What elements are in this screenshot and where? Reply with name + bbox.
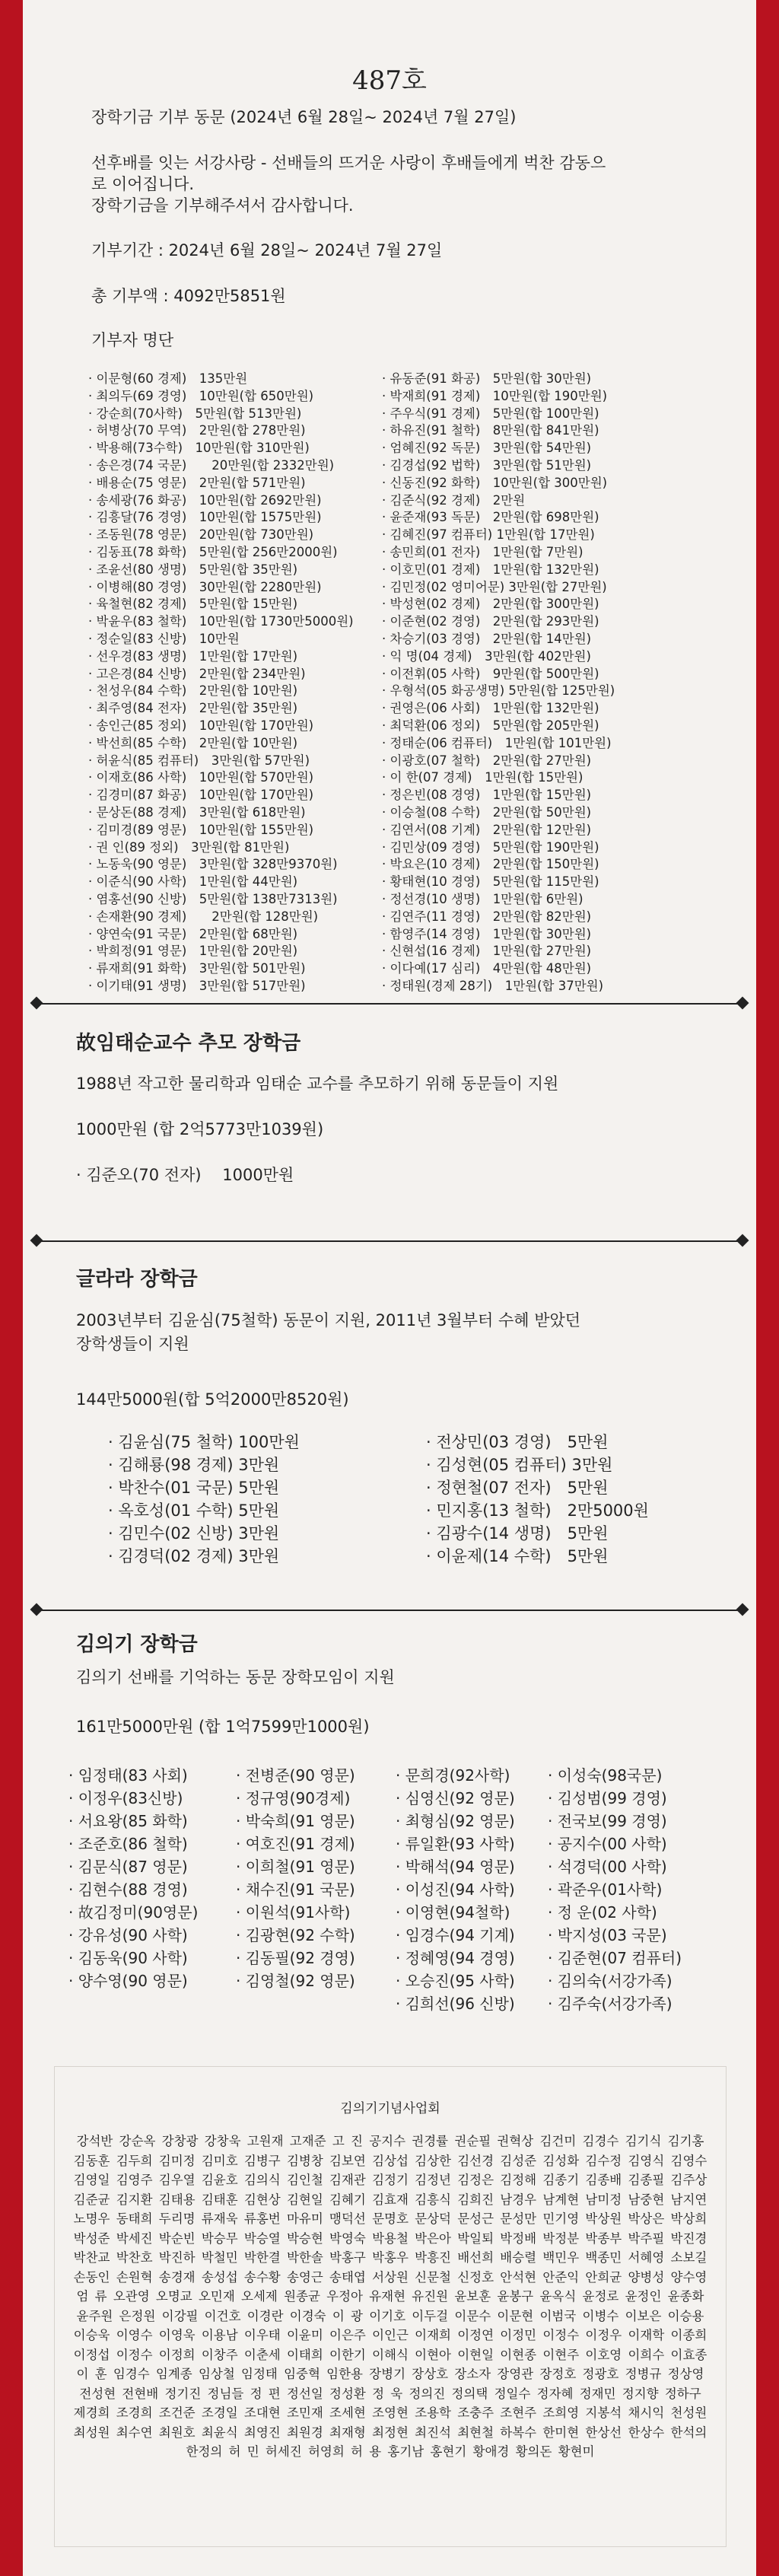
donor-item: · 윤준재(93 독문) 2만원(합 698만원) <box>382 510 599 525</box>
donor-item: · 김경덕(02 경제) 3만원 <box>108 1547 280 1565</box>
donor-item: · 김미경(89 영문) 10만원(합 155만원) <box>88 822 314 837</box>
section-total-kim: 161만5000만원 (합 1억7599만1000원) <box>76 1718 370 1736</box>
donor-item: · 김준식(92 경제) 2만원 <box>382 492 526 508</box>
donor-item: · 김광현(92 수학) <box>236 1926 355 1944</box>
memorial-society-names: 강석반 강순옥 강창광 강창욱 고원재 고재준 고 진 공지수 권경률 권순필 권혁상 김건미 김경수 김기식 김기홍 김동훈 김두희 김미정 김미호 김병구 김병창 김보연 김상섭 김상한 김선경 김성준 김성화 김수정 김영식 김영수 김영일 김영주 김우열 김윤호 김의식 김인철 김재관 김정기 김정년 김정은 김정해 김종기 김종배 김종필 김주상 김준균 김지환 김태용 김태훈 김현상 김현일 김혜기 김효재 김흥식 김희진 남경우 남계현 남미정 남중현 남지연 노명우 동태희 두리명 류재욱 류홍번 마유미 맹덕선 문명호 문상덕 문성근 문성만 민기영 박상원 박상은 박상희 박성준 박세진 박순빈 박승무 박승열 박승현 박영숙 박용철 박은아 박일퇴 박정배 박정분 박종부 박주필 박진경 박찬교 박찬호 박진하 박철민 박한결 박한솔 박홍구 박홍우 박흥진 배선희 배승렬 백민우 백종민 서혜영 소보길 손동인 손원혁 송경재 송성섭 송수황 송영근 송태엽 서상원 신문철 신정호 안석현 안준익 안희균 양병성 양수영 엄 류 오관영 오명교 오민재 오세제 원종균 우정아 유재현 유진원 윤보훈 윤봉구 윤옥식 윤정로 윤정인 윤종화 윤주원 은정원 이강필 이건호 이경란 이경숙 이 광 이기호 이두걸 이문수 이문현 이범국 이병수 이보은 이승용 이승욱 이영수 이영욱 이용남 이우태 이윤미 이은주 이인근 이재희 이정연 이정민 이정수 이정우 이재학 이종희 이정섭 이정수 이정희 이창주 이춘세 이태희 이한기 이해식 이현아 이현일 이현종 이현주 이호영 이희수 이효종 이 훈 임경수 임계종 임상철 임정태 임중혁 임한용 장병기 장상호 장소자 장영관 장정호 정광호 정병규 정상영 전성현 전현배 정기진 정님들 정 편 정선일 정성환 정 욱 정의진 정의택 정일수 정자혜 정재민 정지향 정하구 제경희 조경희 조건준 조경일 조대현 조민재 조세현 조영현 조용학 조충주 조현주 조희영 지봉석 채시익 천성원 최성원 최수연 최원호 최윤식 최영진 최원경 최재형 최정현 최진석 최현철 하복수 한미현 한상선 한상수 한석의 한정의 허 민 허세진 허영희 허 용 홍기남 홍현기 황애경 황의돈 황현미 <box>73 2134 707 2459</box>
donor-item: · 조윤선(80 생명) 5만원(합 35만원) <box>88 562 298 577</box>
donor-item: · 민지홍(13 철학) 2만5000원 <box>426 1501 649 1520</box>
donor-item: · 정은빈(08 경영) 1만원(합 15만원) <box>382 788 592 803</box>
memorial-society-box <box>54 2066 727 2547</box>
donor-item: · 하유진(91 철학) 8만원(합 841만원) <box>382 423 599 438</box>
donor-item: · 이호민(01 경제) 1만원(합 132만원) <box>382 562 599 577</box>
donor-list-title: 기부자 명단 <box>91 331 174 349</box>
donor-item: · 최의두(69 경영) 10만원(합 650만원) <box>88 388 314 403</box>
donor-item: · 서요왕(85 화학) <box>68 1812 188 1830</box>
donor-item: · 송세광(76 화공) 10만원(합 2692만원) <box>88 492 322 508</box>
donor-item: · 김경미(87 화공) 10만원(합 170만원) <box>88 788 314 803</box>
donor-item: · 신동진(92 화학) 10만원(합 300만원) <box>382 475 608 490</box>
donor-item: · 김혜진(97 컴퓨터) 1만원(합 17만원) <box>382 527 595 543</box>
donor-item: · 김문식(87 영문) <box>68 1858 188 1876</box>
donor-item: · 심영신(92 영문) <box>396 1789 515 1807</box>
donor-item: · 이문형(60 경제) 135만원 <box>88 371 248 386</box>
donor-item: · 박재희(91 경제) 10만원(합 190만원) <box>382 388 608 403</box>
section-divider <box>37 1003 742 1005</box>
donor-item: · 김성현(05 컴퓨터) 3만원 <box>426 1456 613 1474</box>
donor-item: · 이전휘(05 사학) 9만원(합 500만원) <box>382 666 599 681</box>
donor-item: · 우형석(05 화공생명) 5만원(합 125만원) <box>382 683 615 699</box>
donor-item: · 이병해(80 경영) 30만원(합 2280만원) <box>88 579 322 594</box>
donor-item: · 박희정(91 영문) 1만원(합 20만원) <box>88 944 298 959</box>
section-title-clara: 글라라 장학금 <box>76 1268 198 1291</box>
donor-item: · 함영주(14 경영) 1만원(합 30만원) <box>382 926 592 941</box>
donor-item: · 김현수(88 경영) <box>68 1880 188 1899</box>
donor-item: · 김광수(14 생명) 5만원 <box>426 1524 609 1543</box>
donor-item: · 이 한(07 경제) 1만원(합 15만원) <box>382 770 583 785</box>
donor-item: · 김민상(09 경영) 5만원(합 190만원) <box>382 839 599 855</box>
donor-item: · 전병준(90 영문) <box>236 1766 355 1785</box>
kim-donors-col3 <box>396 1764 515 2015</box>
donor-item: · 정태순(06 컴퓨터) 1만원(합 101만원) <box>382 735 612 750</box>
donor-item: · 김민정(02 영미어문) 3만원(합 27만원) <box>382 579 607 594</box>
donor-item: · 정태원(경제 28기) 1만원(합 37만원) <box>382 978 604 993</box>
donor-item: · 김연서(08 기계) 2만원(합 12만원) <box>382 822 592 837</box>
donor-item: · 이재호(86 사학) 10만원(합 570만원) <box>88 770 314 785</box>
donor-item: · 황태현(10 경영) 5만원(합 115만원) <box>382 874 599 890</box>
donor-item: · 류일환(93 사학) <box>396 1835 515 1853</box>
section-title-kim: 김의기 장학금 <box>76 1633 198 1656</box>
donor-item: · 허윤식(85 컴퓨터) 3만원(합 57만원) <box>88 753 310 768</box>
section-total-lim: 1000만원 (합 2억5773만1039원) <box>76 1120 324 1138</box>
donor-item: · 강순희(70사학) 5만원(합 513만원) <box>88 406 302 421</box>
donor-item: · 박숙희(91 영문) <box>236 1812 355 1830</box>
intro-text <box>91 152 606 216</box>
donation-total: 총 기부액 : 4092만5851원 <box>91 287 286 305</box>
donor-item: · 박지성(03 국문) <box>548 1926 667 1944</box>
donor-item: · 박선희(85 수학) 2만원(합 10만원) <box>88 735 298 750</box>
donor-item: · 손재환(90 경제) 2만원(합 128만원) <box>88 909 319 924</box>
donor-item: · 故김정미(90영문) <box>68 1903 199 1922</box>
intro-line: 선후배를 잇는 서강사랑 - 선배들의 뜨거운 사랑이 후배들에게 벅찬 감동으 <box>91 154 606 172</box>
donor-item: · 정 운(02 사학) <box>548 1903 657 1922</box>
donor-item: · 김성범(99 경영) <box>548 1789 667 1807</box>
donor-item: · 김희선(96 신방) <box>396 1995 515 2013</box>
donor-item: · 강유성(90 사학) <box>68 1926 188 1944</box>
donor-item: · 유동준(91 화공) 5만원(합 30만원) <box>382 371 592 386</box>
section-heading: 장학기금 기부 동문 (2024년 6월 28일~ 2024년 7월 27일) <box>91 108 517 126</box>
donor-item: · 여호진(91 경제) <box>236 1835 355 1853</box>
desc-line: 장학생들이 지원 <box>76 1335 189 1353</box>
donor-item: · 김준현(07 컴퓨터) <box>548 1949 682 1967</box>
donor-item: · 김윤심(75 철학) 100만원 <box>108 1433 300 1451</box>
section-desc-clara <box>76 1309 580 1356</box>
donor-item: · 정선경(10 생명) 1만원(합 6만원) <box>382 891 583 906</box>
donor-item: · 배용순(75 영문) 2만원(합 571만원) <box>88 475 306 490</box>
donor-item: · 김영철(92 영문) <box>236 1972 355 1990</box>
donor-list-left <box>88 371 354 995</box>
donor-item: · 박해석(94 영문) <box>396 1858 515 1876</box>
donor-item: · 이준식(90 사학) 1만원(합 44만원) <box>88 874 298 890</box>
kim-donors-col2 <box>236 1764 355 1992</box>
donor-item: · 신현섭(16 경제) 1만원(합 27만원) <box>382 944 592 959</box>
donor-item: · 정현철(07 전자) 5만원 <box>426 1479 609 1497</box>
donor-item: · 박요은(10 경제) 2만원(합 150만원) <box>382 857 599 872</box>
donor-item: · 김해룡(98 경제) 3만원 <box>108 1456 280 1474</box>
donor-item: · 염홍선(90 신방) 5만원(합 138만7313원) <box>88 891 338 906</box>
issue-number: 487호 <box>352 65 427 96</box>
donor-item: · 박용해(73수학) 10만원(합 310만원) <box>88 441 310 456</box>
donor-item: · 김연주(11 경영) 2만원(합 82만원) <box>382 909 592 924</box>
donor-item: · 김주숙(서강가족) <box>548 1995 672 2013</box>
donor-item: · 김민수(02 신방) 3만원 <box>108 1524 280 1543</box>
donor-item: · 박성현(02 경제) 2만원(합 300만원) <box>382 597 599 612</box>
donor-item: · 차승기(03 경영) 2만원(합 14만원) <box>382 631 592 646</box>
donor-item: · 주우식(91 경제) 5만원(합 100만원) <box>382 406 599 421</box>
section-total-clara: 144만5000원(합 5억2000만8520원) <box>76 1390 349 1409</box>
donor-item: · 박찬수(01 국문) 5만원 <box>108 1479 280 1497</box>
section-desc-kim: 김의기 선배를 기억하는 동문 장학모임이 지원 <box>76 1668 395 1686</box>
donation-period: 기부기간 : 2024년 6월 28일~ 2024년 7월 27일 <box>91 241 443 260</box>
donor-item: · 박윤우(83 철학) 10만원(합 1730만5000원) <box>88 614 354 629</box>
donor-item: · 이성숙(98국문) <box>548 1766 663 1785</box>
memorial-society-title: 김의기기념사업회 <box>340 2101 440 2116</box>
donor-item: · 석경덕(00 사학) <box>548 1858 667 1876</box>
donor-item: · 김준오(70 전자) 1000만원 <box>76 1166 294 1184</box>
donor-item: · 천성우(84 수학) 2만원(합 10만원) <box>88 683 298 699</box>
intro-line: 로 이어집니다. <box>91 175 195 193</box>
donor-item: · 양연숙(91 국문) 2만원(합 68만원) <box>88 926 298 941</box>
donor-item: · 이기태(91 생명) 3만원(합 517만원) <box>88 978 306 993</box>
donor-item: · 이다예(17 심리) 4만원(합 48만원) <box>382 961 592 976</box>
donor-item: · 임정태(83 사회) <box>68 1766 188 1785</box>
newsletter-frame <box>23 0 756 2576</box>
donor-item: · 엄혜진(92 독문) 3만원(합 54만원) <box>382 441 592 456</box>
donor-item: · 고은경(84 신방) 2만원(합 234만원) <box>88 666 306 681</box>
kim-donors-col1 <box>68 1764 198 1992</box>
donor-item: · 류재희(91 화학) 3만원(합 501만원) <box>88 961 306 976</box>
donor-item: · 이희철(91 영문) <box>236 1858 355 1876</box>
desc-line: 2003년부터 김윤심(75철학) 동문이 지원, 2011년 3월부터 수혜 받았던 <box>76 1311 581 1329</box>
donor-item: · 김경섭(92 법학) 3만원(합 51만원) <box>382 457 592 473</box>
donor-item: · 송민희(01 전자) 1만원(합 7만원) <box>382 544 583 559</box>
donor-item: · 김동필(92 경영) <box>236 1949 355 1967</box>
donor-item: · 정순일(83 신방) 10만원 <box>88 631 240 646</box>
donor-item: · 곽준우(01사학) <box>548 1880 663 1899</box>
donor-item: · 최주영(84 전자) 2만원(합 35만원) <box>88 701 298 716</box>
donor-item: · 노동욱(90 영문) 3만원(합 328만9370원) <box>88 857 338 872</box>
clara-donors-right <box>426 1431 649 1568</box>
donor-item: · 최형심(92 영문) <box>396 1812 515 1830</box>
donor-item: · 김동욱(90 사학) <box>68 1949 188 1967</box>
donor-item: · 옥호성(01 수학) 5만원 <box>108 1501 280 1520</box>
donor-item: · 허병상(70 무역) 2만원(합 278만원) <box>88 423 306 438</box>
donor-item: · 조동원(78 영문) 20만원(합 730만원) <box>88 527 314 543</box>
donor-item: · 김동표(78 화학) 5만원(합 256만2000원) <box>88 544 338 559</box>
donor-item: · 이승철(08 수학) 2만원(합 50만원) <box>382 804 592 820</box>
section-divider <box>37 1610 742 1611</box>
donor-item: · 이정우(83신방) <box>68 1789 183 1807</box>
donor-item: · 이광호(07 철학) 2만원(합 27만원) <box>382 753 592 768</box>
donor-item: · 최덕환(06 정외) 5만원(합 205만원) <box>382 718 599 733</box>
donor-item: · 문상돈(88 경제) 3만원(합 618만원) <box>88 804 306 820</box>
donor-item: · 전국보(99 경영) <box>548 1812 667 1830</box>
donor-item: · 김흥달(76 경영) 10만원(합 1575만원) <box>88 510 322 525</box>
section-title-lim: 故임태순교수 추모 장학금 <box>76 1032 301 1055</box>
donor-item: · 임경수(94 기계) <box>396 1926 515 1944</box>
donor-item: · 선우경(83 생명) 1만원(합 17만원) <box>88 648 298 664</box>
donor-item: · 육철현(82 경제) 5만원(합 15만원) <box>88 597 298 612</box>
donor-item: · 김의숙(서강가족) <box>548 1972 672 1990</box>
section-desc-lim: 1988년 작고한 물리학과 임태순 교수를 추모하기 위해 동문들이 지원 <box>76 1075 559 1093</box>
donor-list-right <box>382 371 615 995</box>
donor-item: · 오승진(95 사학) <box>396 1972 515 1990</box>
donor-item: · 이준현(02 경영) 2만원(합 293만원) <box>382 614 599 629</box>
donor-item: · 송은경(74 국문) 20만원(합 2332만원) <box>88 457 335 473</box>
donor-item: · 권 인(89 정외) 3만원(합 81만원) <box>88 839 290 855</box>
donor-item: · 조준호(86 철학) <box>68 1835 188 1853</box>
donor-item: · 권영은(06 사회) 1만원(합 132만원) <box>382 701 599 716</box>
donor-item: · 채수진(91 국문) <box>236 1880 355 1899</box>
donor-item: · 익 명(04 경제) 3만원(합 402만원) <box>382 648 591 664</box>
donor-item: · 정규영(90경제) <box>236 1789 351 1807</box>
donor-item: · 정혜영(94 경영) <box>396 1949 515 1967</box>
donor-item: · 전상민(03 경영) 5만원 <box>426 1433 609 1451</box>
donor-item: · 이윤제(14 수학) 5만원 <box>426 1547 609 1565</box>
donor-item: · 문희경(92사학) <box>396 1766 510 1785</box>
donor-item: · 이원석(91사학) <box>236 1903 351 1922</box>
clara-donors-left <box>108 1431 300 1568</box>
donor-item: · 이영현(94철학) <box>396 1903 510 1922</box>
section-divider <box>37 1240 742 1242</box>
kim-donors-col4 <box>548 1764 682 2015</box>
donor-item: · 이성진(94 사학) <box>396 1880 515 1899</box>
donor-item: · 공지수(00 사학) <box>548 1835 667 1853</box>
intro-line: 장학기금을 기부해주셔서 감사합니다. <box>91 196 354 215</box>
donor-item: · 송인근(85 정외) 10만원(합 170만원) <box>88 718 314 733</box>
donor-item: · 양수영(90 영문) <box>68 1972 188 1990</box>
